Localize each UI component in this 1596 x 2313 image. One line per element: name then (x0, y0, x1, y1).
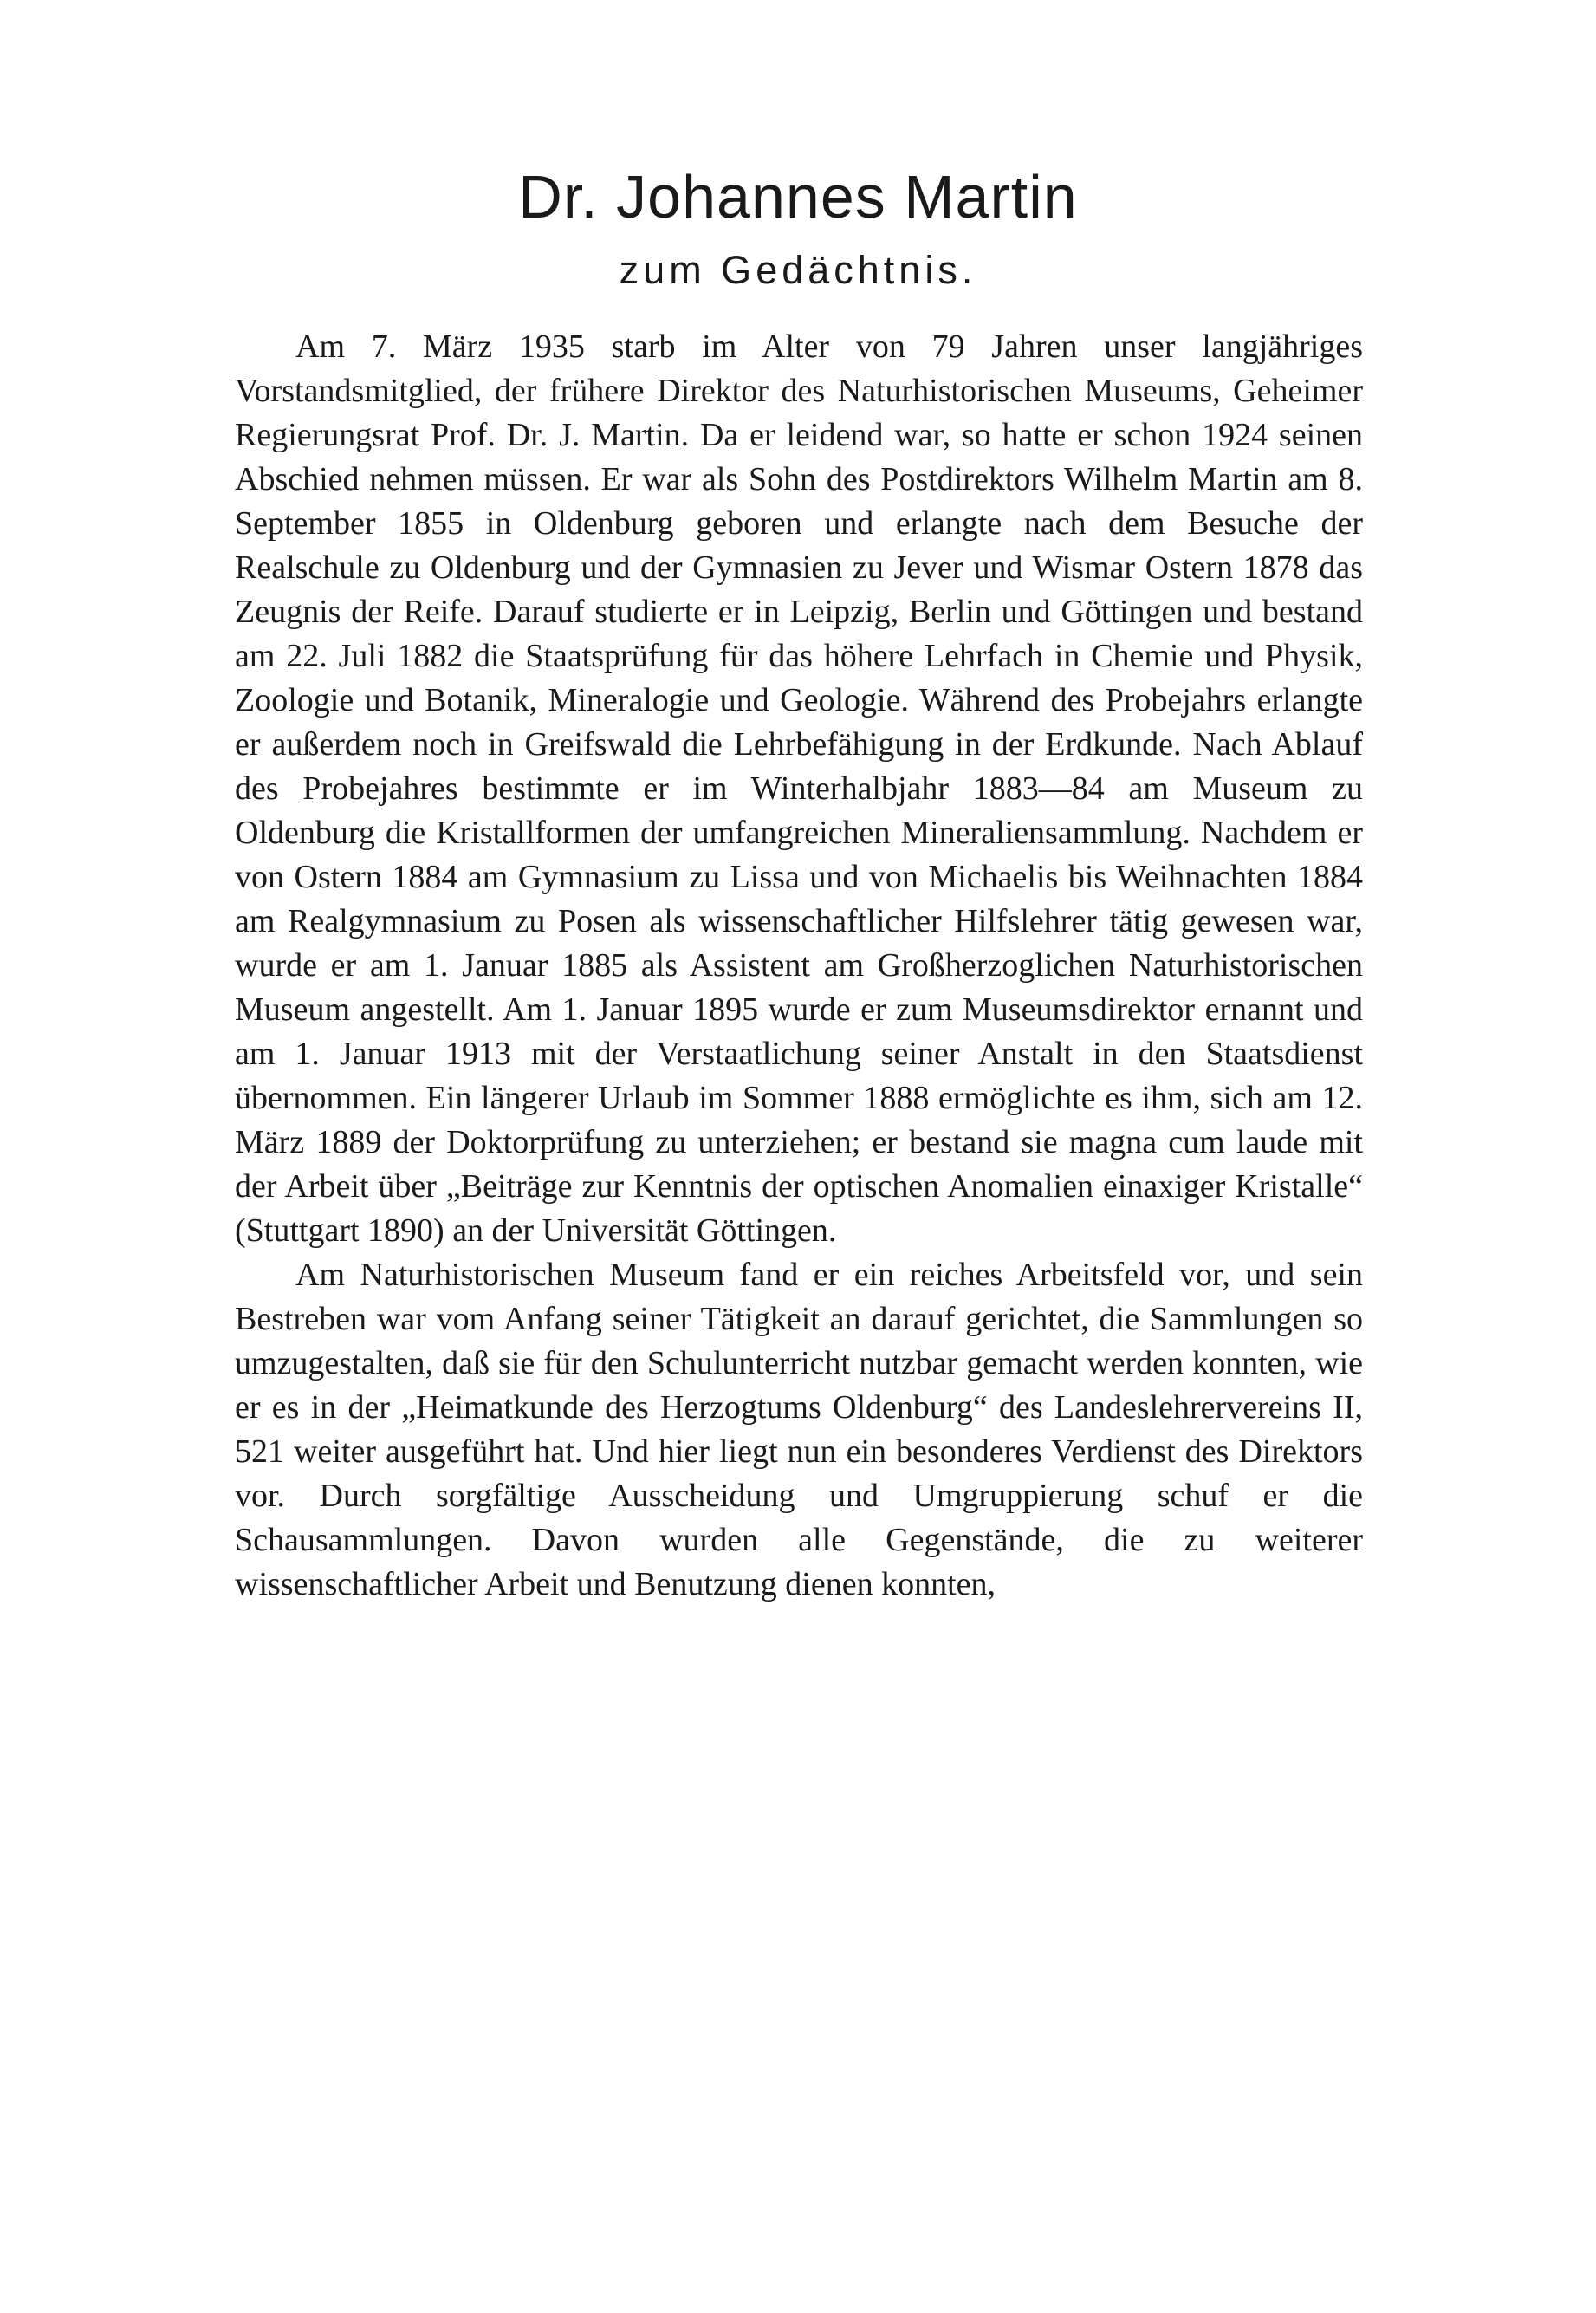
article-body (235, 325, 1363, 1607)
page-title: Dr. Johannes Martin (518, 163, 1078, 231)
paragraph: Am 7. März 1935 starb im Alter von 79 Jahren unser langjähriges Vorstandsmitglied, der frühere Direktor des Naturhistorischen Museums, Geheimer Regierungsrat Prof. Dr. J. Martin. Da er leidend war, so hatte er schon 1924 seinen Abschied nehmen müssen. Er war als Sohn des Postdirektors Wilhelm Martin am 8. September 1855 in Oldenburg geboren und erlangte nach dem Besuche der Realschule zu Oldenburg und der Gymnasien zu Jever und Wismar Ostern 1878 das Zeugnis der Reife. Darauf studierte er in Leipzig, Berlin und Göttingen und bestand am 22. Juli 1882 die Staatsprüfung für das höhere Lehrfach in Chemie und Physik, Zoologie und Botanik, Mineralogie und Geologie. Während des Probejahrs erlangte er außerdem noch in Greifswald die Lehrbefähigung in der Erdkunde. Nach Ablauf des Probejahres bestimmte er im Winterhalbjahr 1883—84 am Museum zu Oldenburg die Kristallformen der umfangreichen Mineraliensammlung. Nachdem er von Ostern 1884 am Gymnasium zu Lissa und von Michaelis bis Weihnachten 1884 am Realgymnasium zu Posen als wissenschaftlicher Hilfslehrer tätig gewesen war, wurde er am 1. Januar 1885 als Assistent am Großherzoglichen Naturhistorischen Museum angestellt. Am 1. Januar 1895 wurde er zum Museumsdirektor ernannt und am 1. Januar 1913 mit der Verstaatlichung seiner Anstalt in den Staatsdienst übernommen. Ein längerer Urlaub im Sommer 1888 ermöglichte es ihm, sich am 12. März 1889 der Doktorprüfung zu unterziehen; er bestand sie magna cum laude mit der Arbeit über „Beiträge zur Kenntnis der optischen Anomalien einaxiger Kristalle“ (Stuttgart 1890) an der Universität Göttingen. (235, 328, 1363, 1249)
paragraph: Am Naturhistorischen Museum fand er ein reiches Arbeitsfeld vor, und sein Bestreben war vom Anfang seiner Tätigkeit an darauf gerichtet, die Sammlungen so umzugestalten, daß sie für den Schulunterricht nutzbar gemacht werden konnten, wie er es in der „Heimatkunde des Herzogtums Oldenburg“ des Landeslehrervereins II, 521 weiter ausgeführt hat. Und hier liegt nun ein besonderes Verdienst des Direktors vor. Durch sorgfältige Ausscheidung und Umgruppierung schuf er die Schausammlungen. Davon wurden alle Gegenstände, die zu weiterer wissenschaftlicher Arbeit und Benutzung dienen konnten, (235, 1257, 1363, 1602)
page-subtitle: zum Gedächtnis. (619, 248, 977, 292)
